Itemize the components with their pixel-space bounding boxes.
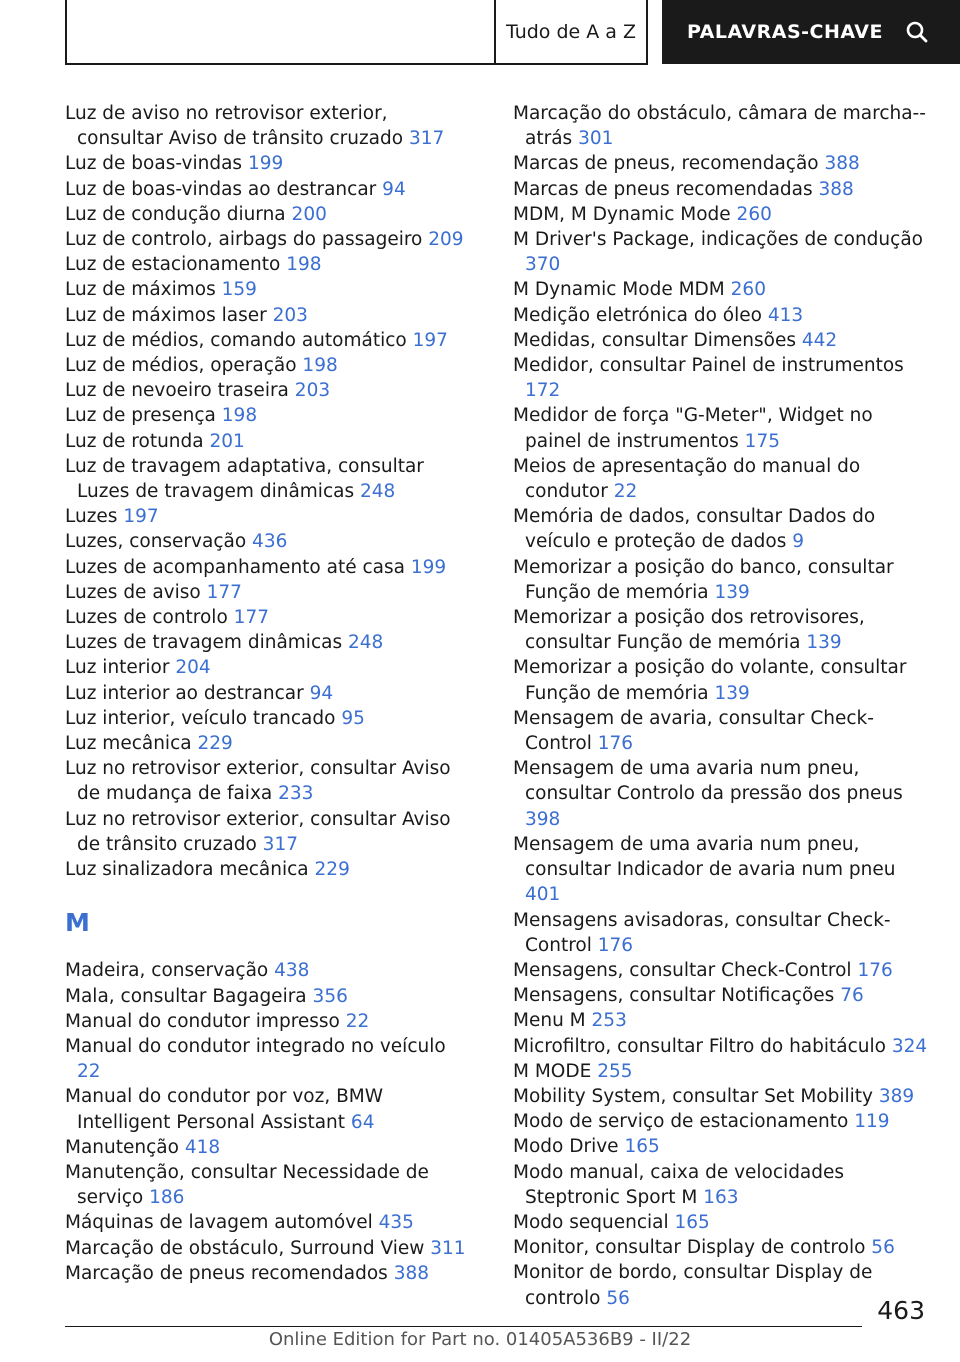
index-entry <box>513 1235 933 1260</box>
index-entry <box>513 1059 933 1084</box>
entry-page-link[interactable]: 198 <box>302 355 338 377</box>
index-list-m <box>65 958 475 1286</box>
entry-page-link[interactable]: 229 <box>197 733 233 755</box>
index-entry <box>513 756 933 832</box>
entry-page-link[interactable]: 95 <box>341 707 365 729</box>
index-entry <box>65 429 475 454</box>
entry-page-link[interactable]: 401 <box>525 884 561 906</box>
index-entry <box>513 353 933 403</box>
index-entry <box>513 605 933 655</box>
entry-text: Marcas de pneus recomendadas <box>513 178 813 200</box>
index-entry <box>65 227 475 252</box>
entry-text: Marcação de pneus recomendados <box>65 1262 388 1284</box>
index-entry <box>65 555 475 580</box>
entry-page-link[interactable]: 442 <box>801 329 838 351</box>
index-entry <box>513 504 933 554</box>
entry-page-link[interactable]: 197 <box>123 506 159 528</box>
index-entry <box>65 1135 475 1160</box>
index-entry <box>513 303 933 328</box>
entry-page-link[interactable]: 165 <box>674 1211 710 1233</box>
index-entry <box>513 983 933 1008</box>
index-entry <box>513 403 933 453</box>
entry-text: Manutenção <box>65 1136 179 1158</box>
entry-text: Memorizar a posição do volante, consultar Função de memória <box>513 657 907 704</box>
entry-page-link[interactable]: 176 <box>597 934 634 956</box>
tab-az-label: Tudo de A a Z <box>505 21 636 43</box>
entry-page-link[interactable]: 139 <box>806 632 842 654</box>
entry-text: Menu M <box>513 1010 586 1032</box>
entry-text: Medidor de força "G-Meter", Widget no painel de instrumentos <box>513 405 873 452</box>
entry-page-link[interactable]: 177 <box>233 607 269 629</box>
entry-text: Manual do condutor integrado no veículo <box>65 1035 446 1057</box>
entry-page-link[interactable]: 203 <box>294 380 331 402</box>
entry-text: Modo Drive <box>513 1136 619 1158</box>
index-entry <box>513 706 933 756</box>
entry-page-link[interactable]: 356 <box>312 985 348 1007</box>
entry-text: Luz de controlo, airbags do passageiro <box>65 229 423 251</box>
index-entry <box>65 504 475 529</box>
entry-page-link[interactable]: 317 <box>408 128 445 150</box>
index-entry <box>65 529 475 554</box>
entry-text: Mensagens avisadoras, consultar Check-Control <box>513 909 891 956</box>
entry-page-link[interactable]: 201 <box>209 430 245 452</box>
entry-page-link[interactable]: 119 <box>854 1111 890 1133</box>
index-list-m-continued <box>513 101 933 1311</box>
entry-page-link[interactable]: 94 <box>382 178 406 200</box>
index-entry <box>513 328 933 353</box>
entry-page-link[interactable]: 438 <box>274 960 310 982</box>
entry-text: Luz de condução diurna <box>65 203 286 225</box>
entry-text: Manual do condutor por voz, BMW Intelligent Personal Assistant <box>65 1086 384 1133</box>
entry-text: Luz de máximos <box>65 279 216 301</box>
index-entry <box>513 454 933 504</box>
index-entry <box>65 454 475 504</box>
entry-page-link[interactable]: 175 <box>744 430 780 452</box>
index-entry <box>65 706 475 731</box>
entry-page-link[interactable]: 9 <box>792 531 805 553</box>
entry-text: Manutenção, consultar Necessidade de serviço <box>65 1161 429 1209</box>
entry-page-link[interactable]: 186 <box>149 1187 185 1209</box>
entry-page-link[interactable]: 388 <box>818 178 854 200</box>
entry-text: Luz de nevoeiro traseira <box>65 380 289 402</box>
index-entry <box>513 555 933 605</box>
entry-text: Luz de aviso no retrovisor exterior, consultar Aviso de trânsito cruzado <box>65 103 404 150</box>
footer-edition: Online Edition for Part no. 01405A536B9 - II/22 <box>268 1329 692 1350</box>
entry-text: Luz no retrovisor exterior, consultar Aviso de trânsito cruzado <box>65 808 451 855</box>
section-letter: M <box>65 908 90 938</box>
index-entry <box>513 1210 933 1235</box>
entry-page-link[interactable]: 436 <box>252 531 288 553</box>
entry-page-link[interactable]: 22 <box>345 1010 370 1032</box>
entry-text: Mensagem de uma avaria num pneu, consultar Controlo da pressão dos pneus <box>513 758 903 805</box>
index-entry <box>65 681 475 706</box>
entry-page-link[interactable]: 56 <box>871 1237 895 1259</box>
header-rule-vertical <box>65 0 67 64</box>
entry-text: Mala, consultar Bagageira <box>65 985 307 1007</box>
search-icon <box>905 20 929 44</box>
entry-text: Luz interior <box>65 657 170 679</box>
entry-text: Mensagem de avaria, consultar Check-Control <box>513 707 874 755</box>
entry-page-link[interactable]: 204 <box>175 657 211 679</box>
index-entry <box>513 101 933 151</box>
entry-page-link[interactable]: 197 <box>412 329 448 351</box>
entry-text: Microfiltro, consultar Filtro do habitáculo <box>513 1035 886 1057</box>
index-entry <box>65 756 475 806</box>
index-entry <box>513 227 933 277</box>
entry-text: Luzes <box>65 506 118 528</box>
entry-text: Mensagens, consultar Check-Control <box>513 959 852 981</box>
index-entry <box>513 1034 933 1059</box>
tab-palavras-chave[interactable] <box>662 0 960 64</box>
entry-page-link[interactable]: 229 <box>314 859 350 881</box>
entry-text: Luzes de acompanhamento até casa <box>65 556 405 578</box>
entry-text: Monitor de bordo, consultar Display de controlo <box>513 1262 873 1309</box>
entry-text: Luz de estacionamento <box>65 254 281 276</box>
entry-page-link[interactable]: 311 <box>430 1237 466 1259</box>
tab-tudo-de-a-a-z[interactable] <box>494 0 648 64</box>
entry-text: Modo manual, caixa de velocidades Steptronic Sport M <box>513 1161 845 1208</box>
entry-text: Memorizar a posição dos retrovisores, consultar Função de memória <box>513 607 865 654</box>
index-entry <box>65 202 475 227</box>
footer-rule <box>65 1326 862 1327</box>
index-entry <box>65 857 475 882</box>
entry-page-link[interactable]: 163 <box>703 1186 739 1208</box>
index-entry <box>65 328 475 353</box>
entry-page-link[interactable]: 370 <box>525 254 561 276</box>
entry-page-link[interactable]: 139 <box>714 581 750 603</box>
index-entry <box>65 984 475 1009</box>
entry-text: Luzes de travagem dinâmicas <box>65 632 343 654</box>
index-entry <box>513 958 933 983</box>
index-entry <box>513 1109 933 1134</box>
index-entry <box>513 177 933 202</box>
entry-text: Medição eletrónica do óleo <box>513 304 762 326</box>
entry-text: Memória de dados, consultar Dados do veículo e proteção de dados <box>513 506 876 553</box>
entry-page-link[interactable]: 200 <box>291 203 327 225</box>
index-entry <box>65 1160 475 1210</box>
index-entry <box>513 1134 933 1159</box>
entry-text: Luz sinalizadora mecânica <box>65 859 309 881</box>
index-entry <box>65 605 475 630</box>
index-entry <box>513 1008 933 1033</box>
entry-text: Luz mecânica <box>65 733 192 755</box>
entry-text: M Driver's Package, indicações de condução <box>513 229 923 251</box>
entry-page-link[interactable]: 301 <box>578 128 614 150</box>
entry-text: Marcas de pneus, recomendação <box>513 153 819 175</box>
entry-text: Modo sequencial <box>513 1211 669 1233</box>
entry-text: Luz de boas-vindas ao destrancar <box>65 178 377 200</box>
entry-page-link[interactable]: 165 <box>624 1136 660 1158</box>
entry-page-link[interactable]: 76 <box>840 985 864 1007</box>
index-entry <box>65 252 475 277</box>
entry-text: Marcação do obstáculo, câmara de marcha--atrás <box>513 103 926 150</box>
index-column-left <box>65 101 475 1286</box>
entry-page-link[interactable]: 233 <box>278 783 314 805</box>
index-column-right <box>513 101 933 1311</box>
entry-text: Medidas, consultar Dimensões <box>513 329 796 351</box>
entry-page-link[interactable]: 94 <box>309 682 334 704</box>
entry-page-link[interactable]: 172 <box>525 380 561 402</box>
index-entry <box>513 151 933 176</box>
entry-text: Luz interior, veículo trancado <box>65 707 336 729</box>
entry-page-link[interactable]: 64 <box>350 1111 375 1133</box>
tab-keywords-label: PALAVRAS-CHAVE <box>687 21 883 43</box>
entry-page-link[interactable]: 56 <box>606 1287 630 1309</box>
entry-text: Luzes de controlo <box>65 607 228 629</box>
entry-page-link[interactable]: 159 <box>221 279 257 301</box>
entry-page-link[interactable]: 260 <box>730 279 766 301</box>
entry-text: MDM, M Dynamic Mode <box>513 203 731 225</box>
entry-text: Máquinas de lavagem automóvel <box>65 1212 373 1234</box>
entry-text: Luz no retrovisor exterior, consultar Aviso de mudança de faixa <box>65 758 451 805</box>
entry-text: Marcação de obstáculo, Surround View <box>65 1237 425 1259</box>
index-entry <box>65 403 475 428</box>
entry-page-link[interactable]: 388 <box>824 153 860 175</box>
entry-text: Mobility System, consultar Set Mobility <box>513 1085 873 1107</box>
entry-page-link[interactable]: 22 <box>77 1061 101 1083</box>
index-entry <box>65 580 475 605</box>
entry-page-link[interactable]: 22 <box>613 481 638 503</box>
entry-page-link[interactable]: 398 <box>525 808 561 830</box>
entry-text: Luz de presença <box>65 405 216 427</box>
entry-page-link[interactable]: 176 <box>597 733 634 755</box>
entry-text: Luz de travagem adaptativa, consultar Luzes de travagem dinâmicas <box>65 455 424 503</box>
entry-text: Luz de médios, operação <box>65 355 297 377</box>
entry-text: Luz de médios, comando automático <box>65 329 407 351</box>
entry-page-link[interactable]: 413 <box>767 304 804 326</box>
entry-page-link[interactable]: 199 <box>247 153 284 175</box>
entry-page-link[interactable]: 199 <box>410 556 447 578</box>
entry-page-link[interactable]: 389 <box>878 1085 915 1107</box>
index-entry <box>65 177 475 202</box>
entry-text: Memorizar a posição do banco, consultar Função de memória <box>513 556 894 603</box>
entry-text: Manual do condutor impresso <box>65 1010 340 1032</box>
entry-text: M MODE <box>513 1060 592 1082</box>
entry-page-link[interactable]: 176 <box>857 959 893 981</box>
index-entry <box>65 353 475 378</box>
entry-page-link[interactable]: 317 <box>262 833 298 855</box>
index-entry <box>65 1210 475 1235</box>
index-entry <box>513 277 933 302</box>
entry-text: Meios de apresentação do manual do condutor <box>513 455 861 503</box>
entry-text: Medidor, consultar Painel de instrumentos <box>513 355 904 377</box>
entry-text: Modo de serviço de estacionamento <box>513 1111 849 1133</box>
entry-page-link[interactable]: 418 <box>184 1136 221 1158</box>
entry-page-link[interactable]: 198 <box>221 405 258 427</box>
page-number: 463 <box>877 1296 925 1325</box>
index-entry <box>65 731 475 756</box>
index-entry <box>513 1084 933 1109</box>
entry-text: Luz interior ao destrancar <box>65 682 304 704</box>
entry-page-link[interactable]: 248 <box>359 481 396 503</box>
index-entry <box>65 655 475 680</box>
entry-page-link[interactable]: 209 <box>428 229 464 251</box>
entry-text: Luz de boas-vindas <box>65 153 243 175</box>
entry-text: Mensagens, consultar Notificações <box>513 985 835 1007</box>
entry-text: Luz de máximos laser <box>65 304 267 326</box>
index-entry <box>65 958 475 983</box>
index-entry <box>65 378 475 403</box>
index-list-l <box>65 101 475 882</box>
entry-text: Luz de rotunda <box>65 430 204 452</box>
entry-page-link[interactable]: 198 <box>286 254 322 276</box>
index-entry <box>513 832 933 908</box>
index-entry <box>513 1260 933 1310</box>
entry-page-link[interactable]: 260 <box>736 203 772 225</box>
entry-text: Madeira, conservação <box>65 960 269 982</box>
index-entry <box>65 1034 475 1084</box>
entry-text: Luzes, conservação <box>65 531 247 553</box>
index-entry <box>513 655 933 705</box>
index-entry <box>65 151 475 176</box>
entry-text: Mensagem de uma avaria num pneu, consultar Indicador de avaria num pneu <box>513 833 896 881</box>
entry-page-link[interactable]: 248 <box>347 632 384 654</box>
index-entry <box>513 202 933 227</box>
entry-page-link[interactable]: 388 <box>393 1262 429 1284</box>
index-entry <box>65 1084 475 1134</box>
entry-page-link[interactable]: 255 <box>597 1060 633 1082</box>
entry-page-link[interactable]: 177 <box>206 581 242 603</box>
index-entry <box>65 303 475 328</box>
entry-page-link[interactable]: 253 <box>591 1010 627 1032</box>
index-entry <box>513 908 933 958</box>
entry-page-link[interactable]: 324 <box>891 1035 928 1057</box>
entry-text: M Dynamic Mode MDM <box>513 279 725 301</box>
entry-text: Monitor, consultar Display de controlo <box>513 1237 866 1259</box>
entry-page-link[interactable]: 435 <box>378 1212 414 1234</box>
index-entry <box>65 1236 475 1261</box>
index-entry <box>65 630 475 655</box>
index-entry <box>65 101 475 151</box>
entry-page-link[interactable]: 139 <box>714 682 750 704</box>
entry-text: Luzes de aviso <box>65 581 201 603</box>
index-entry <box>65 1009 475 1034</box>
index-entry <box>65 807 475 857</box>
index-entry <box>513 1160 933 1210</box>
index-entry <box>65 277 475 302</box>
index-entry <box>65 1261 475 1286</box>
entry-page-link[interactable]: 203 <box>272 304 308 326</box>
